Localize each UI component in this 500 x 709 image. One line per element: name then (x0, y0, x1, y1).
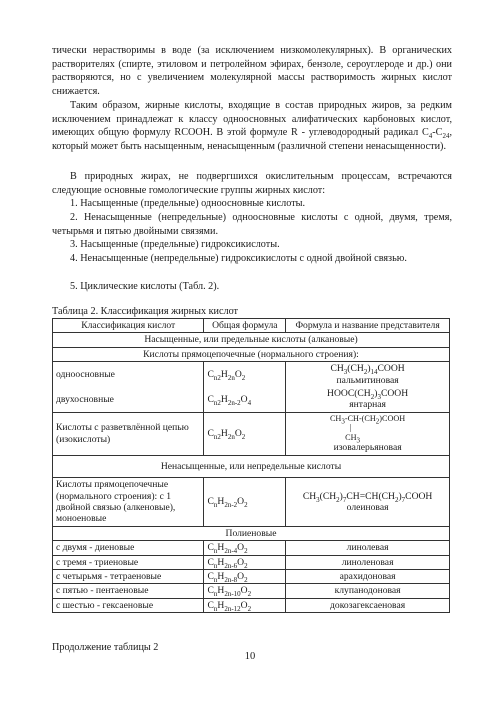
list-item-4: 4. Ненасыщенные (непредельные) гидроксикислоты с одной двойной связью. (70, 253, 407, 264)
polyene-rep: докозагексаеновая (286, 598, 450, 612)
header-representative: Формула и название представителя (286, 319, 450, 333)
table-row (53, 555, 450, 569)
rep-name-succinic: янтарная (349, 399, 386, 411)
list-item-5: 5. Циклические кислоты (Табл. 2). (70, 281, 220, 292)
list-item-2: 2. Ненасыщенные (непредельные) одноосновные кислоты с одной, двумя, тремя, четырьмя и пятью двойными связями. (52, 212, 452, 237)
polyene-rep: клупанодоновая (286, 584, 450, 598)
polyene-rep: линолевая (286, 541, 450, 555)
classification-table (52, 318, 450, 613)
polyene-formula: $C_nH_{2n-10}O_2$ (204, 584, 286, 598)
list-item-1: 1. Насыщенные (предельные) одноосновные кислоты. (70, 198, 306, 209)
polyene-label: с тремя - триеновые (53, 555, 204, 569)
header-general-formula: Общая формула (204, 319, 286, 333)
row-label-dibasic: двухосновные (53, 387, 204, 412)
subsection-linear: Кислоты прямоцепочечные (нормального строения): (53, 347, 450, 361)
rep-name-oleic: олеиновая (346, 501, 389, 513)
header-classification: Классификация кислот (53, 319, 204, 333)
row-label-monoene: Кислоты прямоцепочечные (нормального строения): с 1 двойной связью (алкеновые), моноеновые (53, 478, 204, 527)
list-item-3: 3. Насыщенные (предельные) гидроксикислоты. (70, 239, 280, 250)
paragraph-rcooh: Таким образом, жирные кислоты, входящие в состав природных жиров, за редким исключением принадлежат к классу одноосновных алифатических карбоновых кислот, имеющих общую формулу RCOOH. В этой формуле R - углеводородный радикал $C_4-C_{24}$, который может быть насыщенным, ненасыщенным (различной степени ненасыщенности). (52, 100, 452, 152)
table-caption: Таблица 2. Классификация жирных кислот (52, 306, 239, 317)
row-rep-iso: $CH_3-CH-(CH_2)COOH$ | $CH_3$ изовалерьяновая (286, 412, 450, 455)
polyene-rep: арахидоновая (286, 570, 450, 584)
row-formula-iso: $C_{n2}H_{2n}O_2$ (204, 412, 286, 455)
table-row (53, 526, 450, 540)
polyene-formula: $C_nH_{2n-12}O_2$ (204, 598, 286, 612)
polyene-label: с двумя - диеновые (53, 541, 204, 555)
section-polyene: Полиеновые (53, 526, 450, 540)
row-rep-monoene: $CH_3(CH_2)_7CH=CH(CH_2)_7COOH$ олеиновая (286, 478, 450, 527)
row-label-monobasic: одноосновные (53, 362, 204, 387)
polyene-label: с пятью - пентаеновые (53, 584, 204, 598)
polyene-formula: $C_nH_{2n-4}O_2$ (204, 541, 286, 555)
paragraph-groups-intro: В природных жирах, не подвергшихся окислительным процессам, встречаются следующие основные гомологические группы жирных кислот: (52, 171, 452, 196)
page-number: 10 (244, 651, 256, 662)
table-row (53, 362, 450, 387)
section-saturated: Насыщенные, или предельные кислоты (алкановые) (53, 333, 450, 347)
table-row (53, 333, 450, 347)
rep-name-isovaleric: изовалерьяновая (333, 442, 402, 454)
table-row (53, 478, 450, 527)
table-row (53, 570, 450, 584)
table-header-row (53, 319, 450, 333)
polyene-rep: линоленовая (286, 555, 450, 569)
row-rep-monobasic: $CH_3(CH_2)_{14}COOH$ пальмитиновая (286, 362, 450, 387)
table-row (53, 387, 450, 412)
table-row (53, 412, 450, 455)
row-label-iso: Кислоты с разветвлённой цепью (изокислоты) (53, 412, 204, 455)
row-formula-monobasic: $C_{n2}H_{2n}O_2$ (204, 362, 286, 387)
polyene-label: с шестью - гексаеновые (53, 598, 204, 612)
table-row (53, 455, 450, 477)
table-row (53, 598, 450, 612)
row-formula-dibasic: $C_{n2}H_{2n-2}O_4$ (204, 387, 286, 412)
section-unsaturated: Ненасыщенные, или непредельные кислоты (53, 455, 450, 477)
polyene-formula: $C_nH_{2n-8}O_2$ (204, 570, 286, 584)
row-rep-dibasic: $HOOC(CH_2)_3COOH$ янтарная (286, 387, 450, 412)
table-row (53, 584, 450, 598)
paragraph-solubility: тически нерастворимы в воде (за исключением низкомолекулярных). В органических растворителях (спирте, этиловом и петролейном эфирах, бензоле, сероуглероде и др.) они растворяются, но с увеличением молекулярной массы растворимость жирных кислот снижается. (52, 45, 452, 97)
polyene-formula: $C_nH_{2n-6}O_2$ (204, 555, 286, 569)
table-continuation-note: Продолжение таблицы 2 (52, 642, 159, 653)
rep-name-palmitic: пальмитиновая (336, 374, 399, 386)
table-row (53, 541, 450, 555)
polyene-label: с четырьмя - тетраеновые (53, 570, 204, 584)
row-formula-monoene: $C_nH_{2n-2}O_2$ (204, 478, 286, 527)
table-row (53, 347, 450, 361)
